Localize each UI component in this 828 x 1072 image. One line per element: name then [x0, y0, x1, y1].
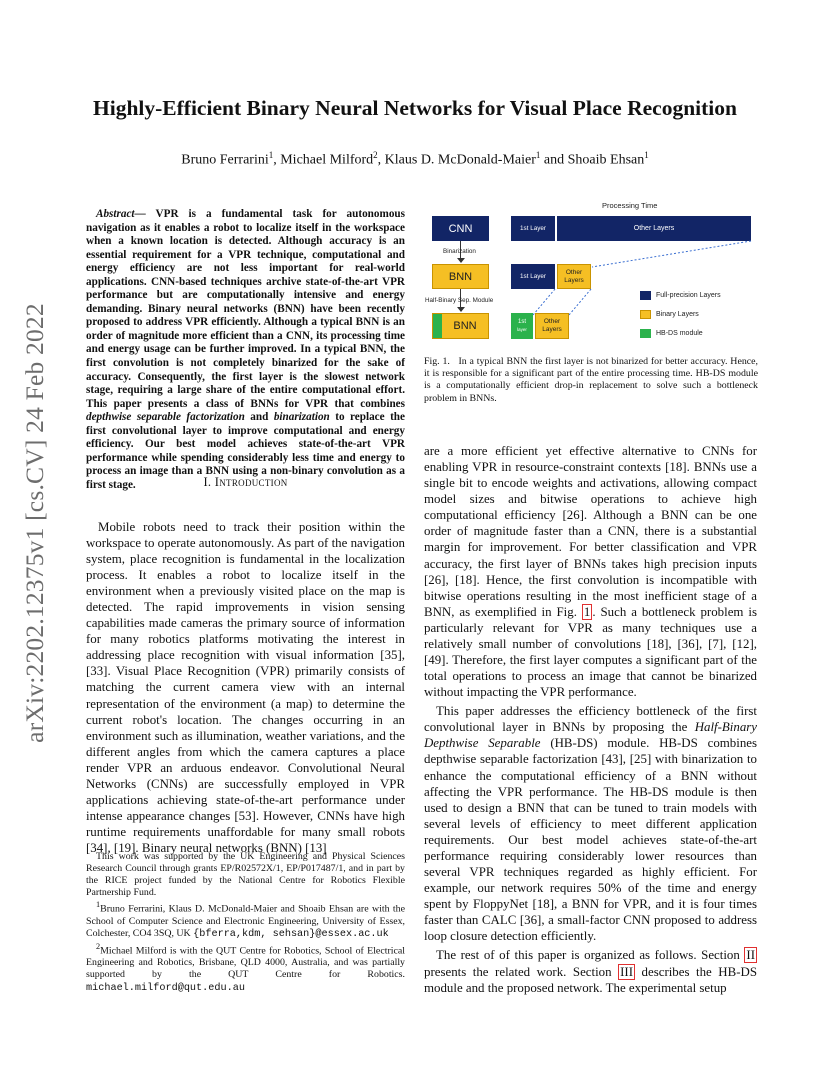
- hbds-label: Half-Binary Sep. Module: [425, 297, 494, 304]
- legend-swatch-full-precision: [640, 291, 651, 300]
- legend-label: HB-DS module: [656, 330, 703, 337]
- legend-label: Full-precision Layers: [656, 292, 721, 299]
- figure-1-diagram: [420, 195, 765, 347]
- right-column: [424, 443, 757, 996]
- caption-label: Fig. 1.: [424, 356, 450, 367]
- abstract-text: to replace the first convolutional layer to improve computational and energy efficiency. Our best model achieves state-of-the-art VPR performance while spending considerably less time and energy to process an image than a BNN using a non-binary convolution as a first stage.: [86, 411, 405, 491]
- body-text: Mobile robots need to track their position within the workspace to operate autonomously. As part of the navigation system, place recognition is fundamental in the localization process. It enables a robot to localize itself in the environment when a previously visited place on the map is detected. The rapid improvements in vision sensing capabilities made cameras the primary source of information for many robotics platforms motivating the interest in addressing place recognition with visual information [35], [33]. Visual Place Recognition (VPR) primarily consists of matching the current camera view with an internal representation of the environment (a map) to determine the current robot's location. The changes occurring in an environment such as illumination, weather variations, and the different angles from which the camera captures a place render VPR an arduous endeavor. Convolutional Neural Networks (CNNs) are successfully employed in VPR applications achieving state-of-the-art performance under intense appearance changes [53]. However, CNNs have high runtime requirements unaffordable for many small robots [34], [19]. Binary neural networks (BNN) [13]: [86, 520, 405, 855]
- body-text: describes the HB-DS module and the proposed network. The experimental setup: [424, 964, 757, 995]
- body-text: presents the related work. Section: [424, 964, 619, 979]
- affiliation-mark: 1: [644, 150, 649, 160]
- separator: ,: [273, 152, 281, 168]
- affiliation-mark: 1: [268, 150, 274, 160]
- abstract-emphasis: binarization: [273, 411, 330, 424]
- separator: ,: [377, 152, 385, 168]
- section-reference-link[interactable]: II: [746, 948, 755, 963]
- body-text: . Such a bottleneck problem is particularly relevant for VPR as many techniques use a relatively small number of convolutions [18], [36], [7], [12], [49]. Therefore, the first layer computes a significant part of the total operations to process an image that cannot be binarized without impacting the VPR performance.: [424, 604, 757, 700]
- figure-caption: [424, 356, 758, 405]
- other-layers-bar-bnn: Other Layers: [557, 264, 591, 289]
- separator: and: [540, 152, 568, 168]
- paragraph: [424, 947, 757, 995]
- figure-reference-link[interactable]: 1: [583, 604, 591, 619]
- abstract: [86, 208, 405, 492]
- email-address: michael.milford@qut.edu.au: [86, 982, 245, 994]
- first-layer-bar-cnn: 1st Layer: [511, 216, 555, 241]
- first-layer-label: 1st: [517, 319, 526, 325]
- abstract-dash: —: [134, 208, 156, 220]
- body-text: (HB-DS) module. HB-DS combines depthwise separable factorization [43], [25] with binarization to enhance the computational efficiency of a BNN without affecting the VPR performance. The HB-DS module is then used to design a BNN that can be tuned to train models with several levels of efficiency to meet different application requirements. Our best model achieves state-of-the-art performance requiring considerably lower resources than several VPR techniques regarded as highly efficient. For example, our network requires 50% of the time and energy spent by FloppyNet [18], a BNN for VPR, and it is four times faster than CALC [36], a small-factor CNN proposed to address loop closure detection efficiently.: [424, 736, 758, 944]
- abstract-text: and: [244, 411, 274, 424]
- arxiv-id: arXiv:2202.12375v1 [cs.CV] 24 Feb 2022: [20, 302, 49, 743]
- arxiv-sidebar-stamp: [20, 285, 50, 760]
- affiliation-note-1: [86, 899, 405, 941]
- cnn-block: CNN: [432, 216, 489, 241]
- author-name: Bruno Ferrarini: [181, 152, 269, 168]
- abstract-text: VPR is a fundamental task for autonomous navigation as it enables a robot to localize itself in the workspace when a known location is detected. Although accuracy is an essential requirement for a VPR technique, computational and energy efficiency are not less important for real-world applications. CNN-based techniques archive state-of-the-art VPR performance but are computationally intensive and energy demanding. Binary neural networks (BNN) have been recently proposed to address VPR efficiently. Although a typical BNN is an order of magnitude more efficient than a CNN, its processing time and energy usage can be further improved. In a typical BNN, the first convolution is not completely binarized for the sake of accuracy. Consequently, the first layer is the slowest network stage, requiring a large share of the entire computational effort. This paper presents a class of BNNs for VPR that combines: [86, 208, 405, 410]
- bnn-block: BNN: [432, 264, 489, 289]
- binarization-label: Binarization: [443, 248, 476, 255]
- section-number: I.: [203, 475, 215, 489]
- first-layer-bar-bnn: 1st Layer: [511, 264, 555, 289]
- caption-text: In a typical BNN the first layer is not binarized for better accuracy. Hence, it is responsible for a significant part of the entire processing time. HB-DS module is a computationally efficient drop-in replacement to solve such a bottleneck problem in BNNs.: [424, 356, 758, 404]
- paper-title: Highly-Efficient Binary Neural Networks for Visual Place Recognition: [93, 96, 737, 120]
- first-layer-sublabel: layer: [517, 327, 527, 332]
- body-text: are a more efficient yet effective alternative to CNNs for enabling VPR in resource-constraint contexts [18]. BNNs use a single bit to encode weights and activations, allowing compact model sizes and bitwise operations to achieve high computational efficiency [26]. Although a BNN can be one order of magnitude faster than a CNN, there is a substantial margin for improvement. For better classification and VPR accuracy, the first layer of BNNs takes high precision inputs [26], [18]. Hence, the first convolution is incompatible with bitwise operations resulting in the most inefficient stage of a BNN, as exemplified in Fig.: [424, 444, 757, 619]
- time-reduction-guides: [420, 195, 765, 347]
- body-text: This paper addresses the efficiency bottleneck of the first convolutional layer in BNNs by proposing the: [424, 704, 757, 735]
- processing-time-header: Processing Time: [602, 201, 658, 210]
- paragraph: [424, 703, 757, 944]
- abstract-emphasis: depthwise separable factorization: [86, 411, 245, 424]
- legend-swatch-binary: [640, 310, 651, 319]
- emphasis: Half-Binary Depthwise Separable: [424, 720, 757, 751]
- other-layers-bar-hbds: Other Layers: [535, 313, 569, 339]
- section-heading-introduction: [86, 475, 405, 490]
- author-name: Michael Milford: [280, 152, 374, 168]
- funding-note: This work was supported by the UK Engineering and Physical Sciences Research Council through grants EP/R02572X/1, EP/P017487/1, and in part by the RICE project funded by the National Centre for Robotics Flexible Partnership Fund.: [86, 851, 405, 899]
- affiliation-mark: 1: [535, 150, 541, 160]
- section-title: Introduction: [214, 475, 288, 489]
- bnn-label: BNN: [453, 320, 477, 332]
- body-text: The rest of of this paper is organized as follows. Section: [436, 948, 745, 963]
- affiliation-text: Michael Milford is with the QUT Centre for Robotics, School of Electrical Engineering and Robotics, Brisbane, QLD 4000, Australia, and was partially supported by the QUT Centre for Robotics.: [86, 945, 405, 981]
- affiliation-text: Bruno Ferrarini, Klaus D. McDonald-Maier and Shoaib Ehsan are with the School of Computer Science and Electronic Engineering, University of Essex, Colchester, CO4 3SQ, UK: [86, 903, 405, 939]
- footnote-mark: 2: [96, 941, 101, 951]
- section-reference-link[interactable]: III: [620, 964, 633, 979]
- abstract-label: Abstract: [96, 208, 135, 220]
- intro-paragraph: [86, 519, 405, 856]
- author-name: Klaus D. McDonald-Maier: [384, 152, 536, 168]
- affiliation-mark: 2: [373, 150, 378, 160]
- affiliation-note-2: [86, 941, 405, 995]
- other-layers-bar-cnn: Other Layers: [557, 216, 751, 241]
- author-list: [60, 150, 770, 169]
- author-name: Shoaib Ehsan: [567, 152, 645, 168]
- footnote-mark: 1: [96, 900, 101, 910]
- paragraph: [424, 443, 757, 700]
- legend-swatch-hbds: [640, 329, 651, 338]
- legend-label: Binary Layers: [656, 311, 699, 318]
- footnotes: [86, 851, 405, 995]
- email-address: {bferra,kdm, sehsan}@essex.ac.uk: [193, 928, 389, 940]
